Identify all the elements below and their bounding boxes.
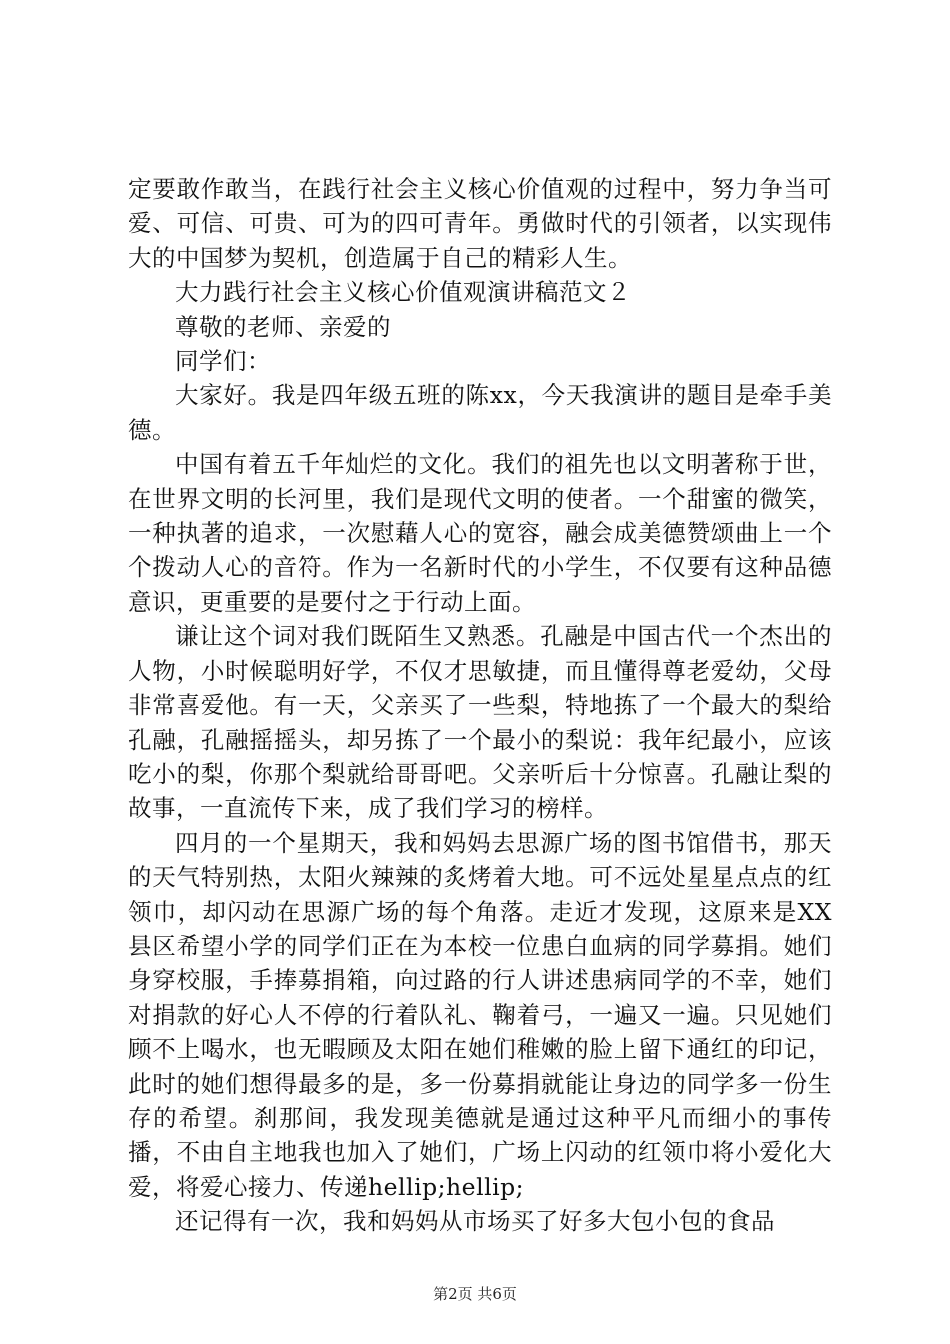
document-body: [128, 172, 832, 1239]
paragraph: 谦让这个词对我们既陌生又熟悉。孔融是中国古代一个杰出的人物，小时候聪明好学，不仅才思敏捷，而且懂得尊老爱幼，父母非常喜爱他。有一天，父亲买了一些梨，特地拣了一个最大的梨给孔融，孔融摇摇头，却另拣了一个最小的梨说：我年纪最小，应该吃小的梨，你那个梨就给哥哥吧。父亲听后十分惊喜。孔融让梨的故事，一直流传下来，成了我们学习的榜样。: [128, 622, 832, 823]
paragraph-heading: 大力践行社会主义核心价值观演讲稿范文２: [175, 278, 631, 307]
page-number-label: 第2页 共6页: [433, 1285, 517, 1303]
paragraph: 尊敬的老师、亲爱的: [175, 312, 391, 341]
paragraph: 定要敢作敢当，在践行社会主义核心价值观的过程中，努力争当可爱、可信、可贵、可为的四可青年。勇做时代的引领者，以实现伟大的中国梦为契机，创造属于自己的精彩人生。: [128, 175, 832, 272]
page-footer: [0, 1284, 950, 1304]
paragraph: 大家好。我是四年级五班的陈xx，今天我演讲的题目是牵手美德。: [128, 381, 832, 444]
paragraph: 中国有着五千年灿烂的文化。我们的祖先也以文明著称于世，在世界文明的长河里，我们是现代文明的使者。一个甜蜜的微笑，一种执著的追求，一次慰藉人心的宽容，融会成美德赞颂曲上一个个拨动人心的音符。作为一名新时代的小学生，不仅要有这种品德意识，更重要的是要付之于行动上面。: [128, 450, 832, 616]
paragraph: 还记得有一次，我和妈妈从市场买了好多大包小包的食品: [175, 1207, 775, 1236]
paragraph: 同学们：: [175, 347, 271, 376]
paragraph: 四月的一个星期天，我和妈妈去思源广场的图书馆借书，那天的天气特别热，太阳火辣辣的炙烤着大地。可不远处星星点点的红领巾，却闪动在思源广场的每个角落。走近才发现，这原来是XX县区希望小学的同学们正在为本校一位患白血病的同学募捐。她们身穿校服，手捧募捐箱，向过路的行人讲述患病同学的不幸，她们对捐款的好心人不停的行着队礼、鞠着弓，一遍又一遍。只见她们顾不上喝水，也无暇顾及太阳在她们稚嫩的脸上留下通红的印记，此时的她们想得最多的是，多一份募捐就能让身边的同学多一份生存的希望。刹那间，我发现美德就是通过这种平凡而细小的事传播，不由自主地我也加入了她们，广场上闪动的红领巾将小爱化大爱，将爱心接力、传递hellip;hellip;: [128, 828, 832, 1201]
